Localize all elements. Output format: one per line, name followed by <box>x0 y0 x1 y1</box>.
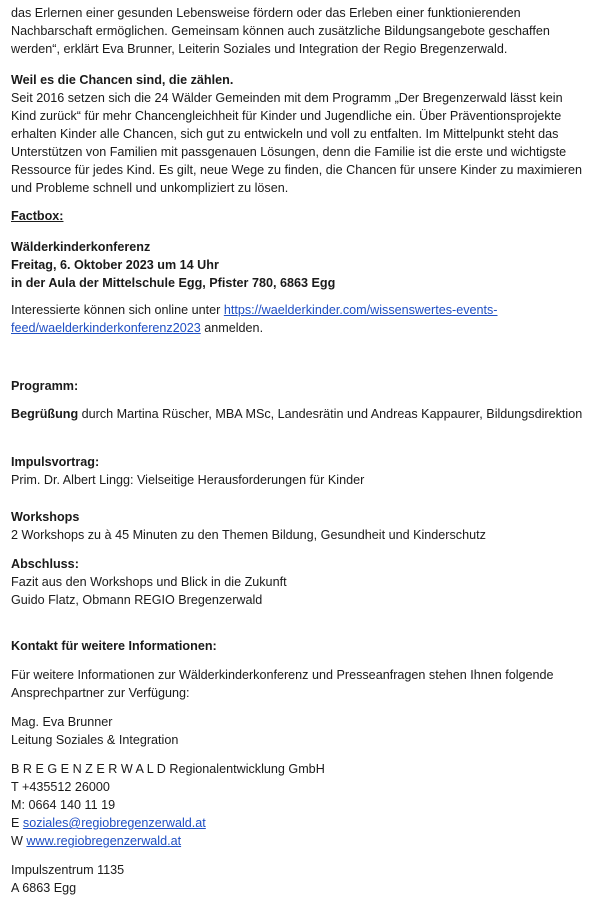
chances-line: erhalten Kinder alle Chancen, sich gut zu entwickeln und voll zu entfalten. Im Mittelpunkt steht das <box>11 127 559 141</box>
register-prefix: Interessierte können sich online unter <box>11 303 221 317</box>
chances-line: Ressource für jedes Kind. Es gilt, neue Wege zu finden, die Chancen für unsere Kinder zu maximieren <box>11 163 582 177</box>
event-title: Wälderkinderkonferenz <box>11 240 151 254</box>
registration-text <box>11 301 595 337</box>
chances-section <box>11 71 595 197</box>
email-link[interactable]: soziales@regiobregenzerwald.at <box>22 816 206 830</box>
contact-address <box>11 861 595 897</box>
address-line: A 6863 Egg <box>11 881 77 895</box>
chances-line: Seit 2016 setzen sich die 24 Wälder Gemeinden mit dem Programm „Der Bregenzerwald lässt kein <box>11 91 563 105</box>
contact-phone: T +435512 26000 <box>11 780 110 794</box>
contact-org: B R E G E N Z E R W A L D Regionalentwicklung GmbH <box>11 762 325 776</box>
closing-label: Abschluss: <box>11 557 79 571</box>
workshops-label: Workshops <box>11 510 80 524</box>
registration-link[interactable]: https://waelderkinder.com/wissenswertes-events- <box>223 303 498 317</box>
contact-details <box>11 760 595 850</box>
closing-line: Fazit aus den Workshops und Blick in die Zukunft <box>11 575 287 589</box>
contact-info-line: Ansprechpartner zur Verfügung: <box>11 686 190 700</box>
contact-info <box>11 666 595 702</box>
program-heading: Programm: <box>11 379 79 393</box>
program-greeting <box>11 405 595 423</box>
contact-info-line: Für weitere Informationen zur Wälderkinderkonferenz und Presseanfragen stehen Ihnen folgende <box>11 668 554 682</box>
email-prefix: E <box>11 816 20 830</box>
greeting-label: Begrüßung <box>11 407 79 421</box>
registration-link-continued[interactable]: feed/waelderkinderkonferenz2023 <box>11 321 201 335</box>
contact-mobile: M: 0664 140 11 19 <box>11 798 116 812</box>
chances-line: Unterstützen von Familien mit passgenauen Lösungen, denn die Familie ist die erste und wichtigste <box>11 145 567 159</box>
workshops-text: 2 Workshops zu à 45 Minuten zu den Themen Bildung, Gesundheit und Kinderschutz <box>11 528 486 542</box>
closing-line: Guido Flatz, Obmann REGIO Bregenzerwald <box>11 593 263 607</box>
contact-heading: Kontakt für weitere Informationen: <box>11 639 217 653</box>
intro-line: werden“, erklärt Eva Brunner, Leiterin Soziales und Integration der Regio Bregenzerwald. <box>11 42 508 56</box>
contact-person <box>11 713 595 749</box>
contact-name: Mag. Eva Brunner <box>11 715 113 729</box>
address-line: Impulszentrum 1135 <box>11 863 125 877</box>
intro-line: das Erlernen einer gesunden Lebensweise fördern oder das Erleben einer funktionierenden <box>11 6 521 20</box>
register-suffix: anmelden. <box>204 321 264 335</box>
event-date: Freitag, 6. Oktober 2023 um 14 Uhr <box>11 258 219 272</box>
greeting-text: durch Martina Rüscher, MBA MSc, Landesrätin und Andreas Kappaurer, Bildungsdirektion <box>81 407 583 421</box>
program-talk <box>11 453 595 489</box>
program-workshops <box>11 508 595 544</box>
program-closing <box>11 555 595 609</box>
talk-text: Prim. Dr. Albert Lingg: Vielseitige Herausforderungen für Kinder <box>11 473 365 487</box>
factbox-section <box>11 207 595 225</box>
contact-heading-block <box>11 637 595 655</box>
chances-line: Kind zurück“ für mehr Chancengleichheit für Kinder und Jugendliche ein. Über Präventionsprojekte <box>11 109 562 123</box>
talk-label: Impulsvortrag: <box>11 455 100 469</box>
website-link[interactable]: www.regiobregenzerwald.at <box>26 834 182 848</box>
factbox-heading: Factbox: <box>11 209 64 223</box>
web-prefix: W <box>11 834 23 848</box>
intro-paragraph <box>11 4 595 58</box>
event-details <box>11 238 595 292</box>
chances-line: und Probleme schnell und unkompliziert zu lösen. <box>11 181 289 195</box>
program-heading-block <box>11 377 595 395</box>
intro-line: Nachbarschaft ermöglichen. Gemeinsam können auch zusätzliche Bildungsangebote geschaffen <box>11 24 550 38</box>
contact-role: Leitung Soziales & Integration <box>11 733 179 747</box>
chances-heading: Weil es die Chancen sind, die zählen. <box>11 73 234 87</box>
event-location: in der Aula der Mittelschule Egg, Pfister 780, 6863 Egg <box>11 276 336 290</box>
